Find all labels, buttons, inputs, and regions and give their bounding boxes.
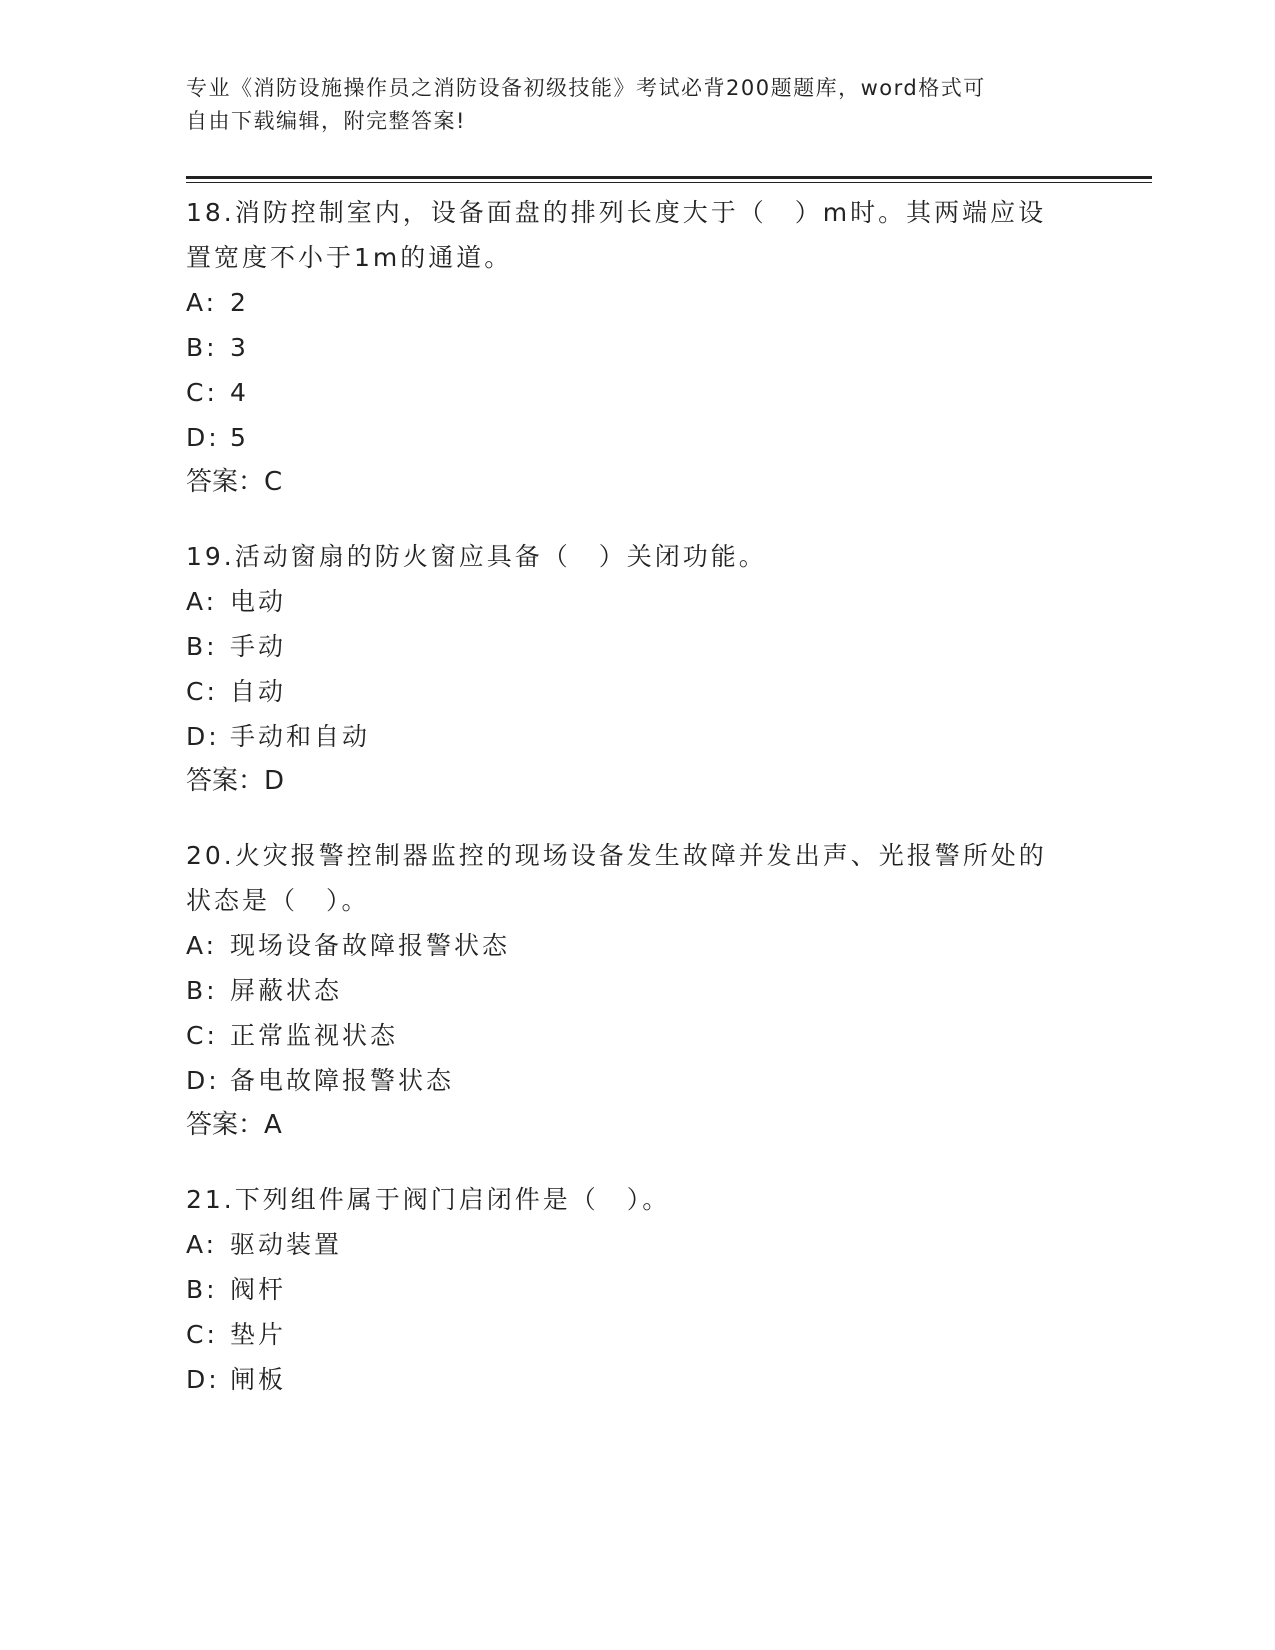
option-key: B: (186, 632, 218, 661)
option-text: 阀杆 (230, 1275, 287, 1304)
option-text: 5 (230, 423, 249, 452)
question-title-line: 状态是（ ）。 (186, 886, 370, 915)
option-text: 屏蔽状态 (230, 976, 343, 1005)
option-key: D: (186, 423, 220, 452)
option-key: C: (186, 677, 218, 706)
option-key: D: (186, 1365, 220, 1394)
question-title-line: 21.下列组件属于阀门启闭件是（ ）。 (186, 1185, 671, 1214)
question-19 (186, 534, 1086, 804)
option-d (186, 1058, 1086, 1103)
option-text: 驱动装置 (230, 1230, 343, 1259)
option-d (186, 415, 1086, 460)
option-key: A: (186, 931, 218, 960)
option-key: A: (186, 288, 218, 317)
option-a (186, 1222, 1086, 1267)
option-a (186, 579, 1086, 624)
option-c (186, 669, 1086, 714)
option-key: C: (186, 378, 218, 407)
option-text: 4 (230, 378, 249, 407)
option-key: A: (186, 587, 218, 616)
option-c (186, 1013, 1086, 1058)
question-title-line: 19.活动窗扇的防火窗应具备（ ）关闭功能。 (186, 542, 767, 571)
question-title-line: 18.消防控制室内，设备面盘的排列长度大于（ ）m时。其两端应设 (186, 198, 1047, 227)
option-c (186, 1312, 1086, 1357)
header-divider-thick (186, 176, 1152, 179)
option-text: 自动 (230, 677, 287, 706)
option-b (186, 624, 1086, 669)
header-divider-thin (186, 182, 1152, 183)
option-text: 现场设备故障报警状态 (230, 931, 511, 960)
option-text: 备电故障报警状态 (230, 1066, 455, 1095)
option-text: 电动 (230, 587, 287, 616)
question-20 (186, 833, 1086, 1148)
header-line-2: 自由下载编辑，附完整答案! (186, 109, 466, 133)
option-a (186, 923, 1086, 968)
option-key: D: (186, 722, 220, 751)
option-d (186, 1357, 1086, 1402)
option-text: 闸板 (230, 1365, 287, 1394)
option-b (186, 325, 1086, 370)
question-21 (186, 1177, 1086, 1402)
option-key: B: (186, 976, 218, 1005)
answer-label: 答案：D (186, 766, 285, 796)
question-title-line: 置宽度不小于1m的通道。 (186, 243, 513, 272)
option-text: 正常监视状态 (230, 1021, 399, 1050)
option-text: 手动 (230, 632, 287, 661)
question-title (186, 190, 1086, 280)
question-list (186, 190, 1086, 1431)
option-b (186, 1267, 1086, 1312)
option-text: 垫片 (230, 1320, 287, 1349)
answer-label: 答案：C (186, 467, 283, 497)
option-a (186, 280, 1086, 325)
question-title-line: 20.火灾报警控制器监控的现场设备发生故障并发出声、光报警所处的 (186, 841, 1047, 870)
option-d (186, 714, 1086, 759)
option-key: C: (186, 1021, 218, 1050)
option-key: C: (186, 1320, 218, 1349)
option-text: 3 (230, 333, 249, 362)
question-18 (186, 190, 1086, 505)
document-header (186, 72, 1066, 138)
option-c (186, 370, 1086, 415)
option-key: B: (186, 333, 218, 362)
option-key: D: (186, 1066, 220, 1095)
answer-label: 答案：A (186, 1110, 282, 1140)
option-key: A: (186, 1230, 218, 1259)
question-title (186, 833, 1086, 923)
option-text: 手动和自动 (230, 722, 371, 751)
option-key: B: (186, 1275, 218, 1304)
question-title (186, 1177, 1086, 1222)
option-b (186, 968, 1086, 1013)
header-line-1: 专业《消防设施操作员之消防设备初级技能》考试必背200题题库，word格式可 (186, 76, 986, 100)
question-title (186, 534, 1086, 579)
option-text: 2 (230, 288, 249, 317)
